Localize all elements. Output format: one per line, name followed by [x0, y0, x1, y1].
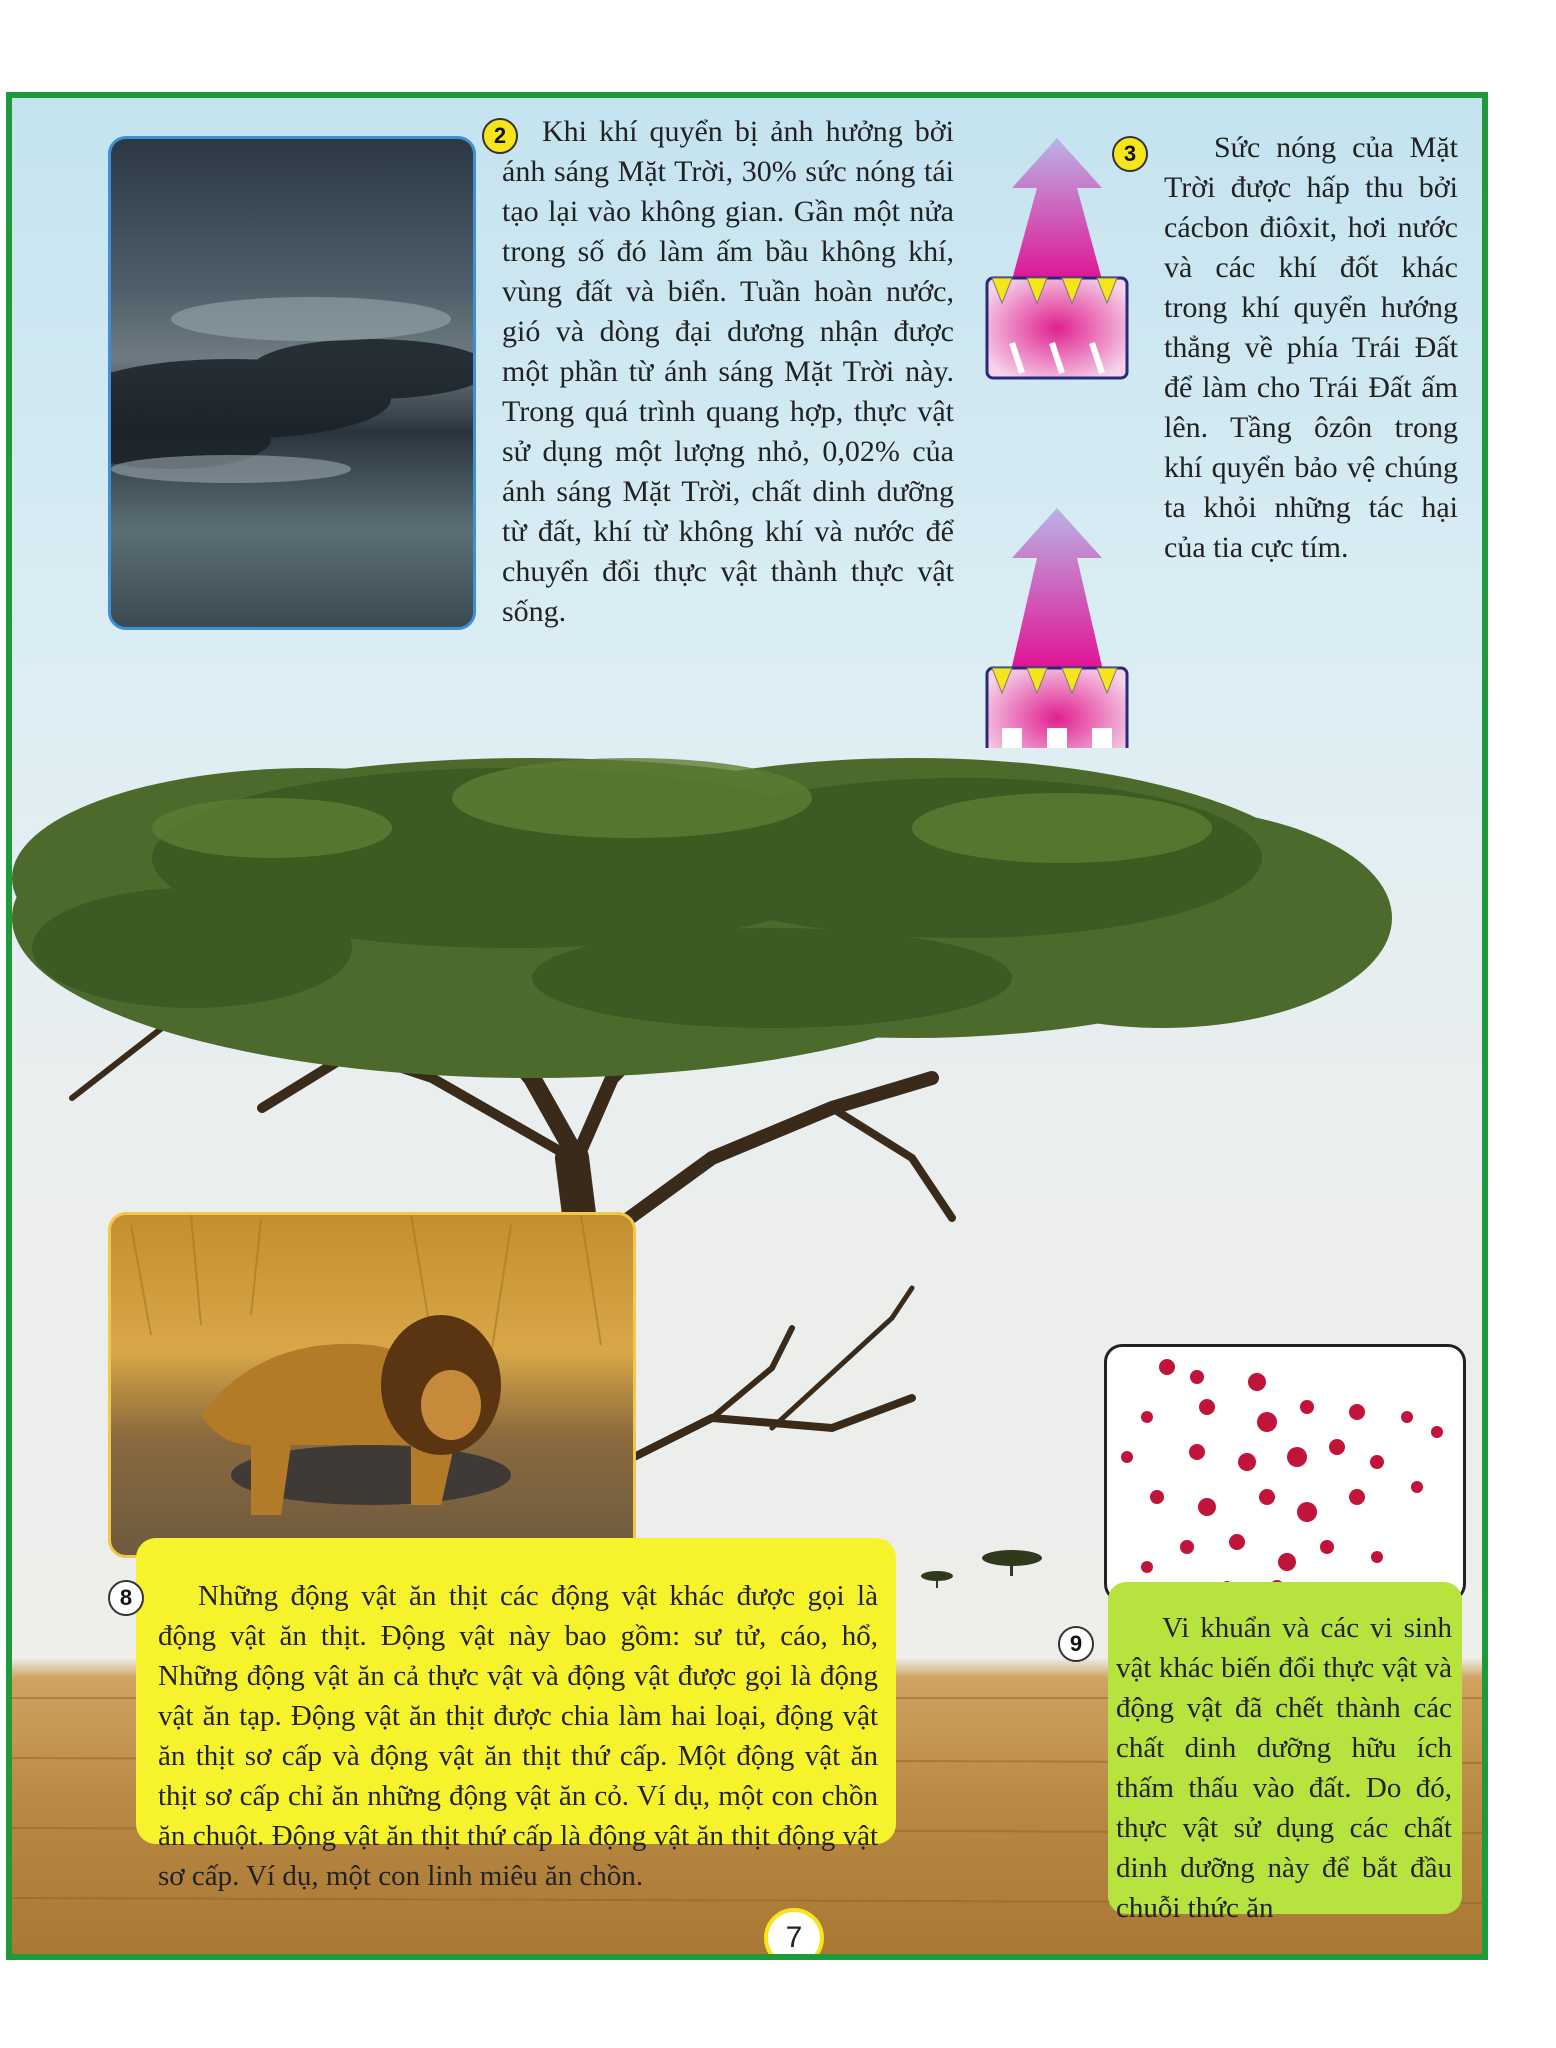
section2-text: Khi khí quyển bị ảnh hưởng bởi ánh sáng Mặt Trời, 30% sức nóng tái tạo lại vào không gian. Gần một nửa trong số đó làm ấm bầu không khí, vùng đất và biển. Tuần hoàn nước, gió và dòng đại dương nhận được một phần từ ánh sáng Mặt Trời này. Trong quá trình quang hợp, thực vật sử dụng một lượng nhỏ, 0,02% của ánh sáng Mặt Trời, chất dinh dưỡng từ đất, khí từ không khí và nước để chuyển đổi thực vật thành thực vật sống.: [502, 115, 954, 628]
badge-9: 9: [1058, 1626, 1094, 1662]
greenhouse-diagram: [972, 128, 1142, 748]
section9-text: Vi khuẩn và các vi sinh vật khác biến đổi thực vật và động vật đã chết thành các chất dinh dưỡng hữu ích thấm thấu vào đất. Do đó, thực vật sử dụng các chất dinh dưỡng này để bắt đầu chuỗi thức ăn: [1116, 1612, 1452, 1924]
badge-2: 2: [482, 118, 518, 154]
bacteria-micrograph: [1104, 1344, 1466, 1602]
storm-cloud-photo: [108, 136, 476, 630]
section3-text: Sức nóng của Mặt Trời được hấp thu bởi cácbon điôxit, hơi nước và các khí đốt khác trong khí quyển hướng thẳng về phía Trái Đất để làm cho Trái Đất ấm lên. Tầng ôzôn trong khí quyển bảo vệ chúng ta khỏi những tác hại của tia cực tím.: [1164, 131, 1458, 564]
book-page: [6, 92, 1488, 1960]
badge-3: 3: [1112, 136, 1148, 172]
lion-photo: [108, 1212, 636, 1558]
page-number: 7: [764, 1908, 824, 1960]
section8-text: Những động vật ăn thịt các động vật khác được gọi là động vật ăn thịt. Động vật này bao gồm: sư tử, cáo, hổ, Những động vật ăn cả thực vật và động vật được gọi là động vật ăn tạp. Động vật ăn thịt được chia làm hai loại, động vật ăn thịt sơ cấp và động vật ăn thịt thứ cấp. Một động vật ăn thịt sơ cấp chỉ ăn những động vật ăn cỏ. Ví dụ, một con chồn ăn chuột. Động vật ăn thịt thứ cấp là động vật ăn thịt động vật sơ cấp. Ví dụ, một con linh miêu ăn chồn.: [158, 1580, 878, 1892]
badge-8: 8: [108, 1580, 144, 1616]
